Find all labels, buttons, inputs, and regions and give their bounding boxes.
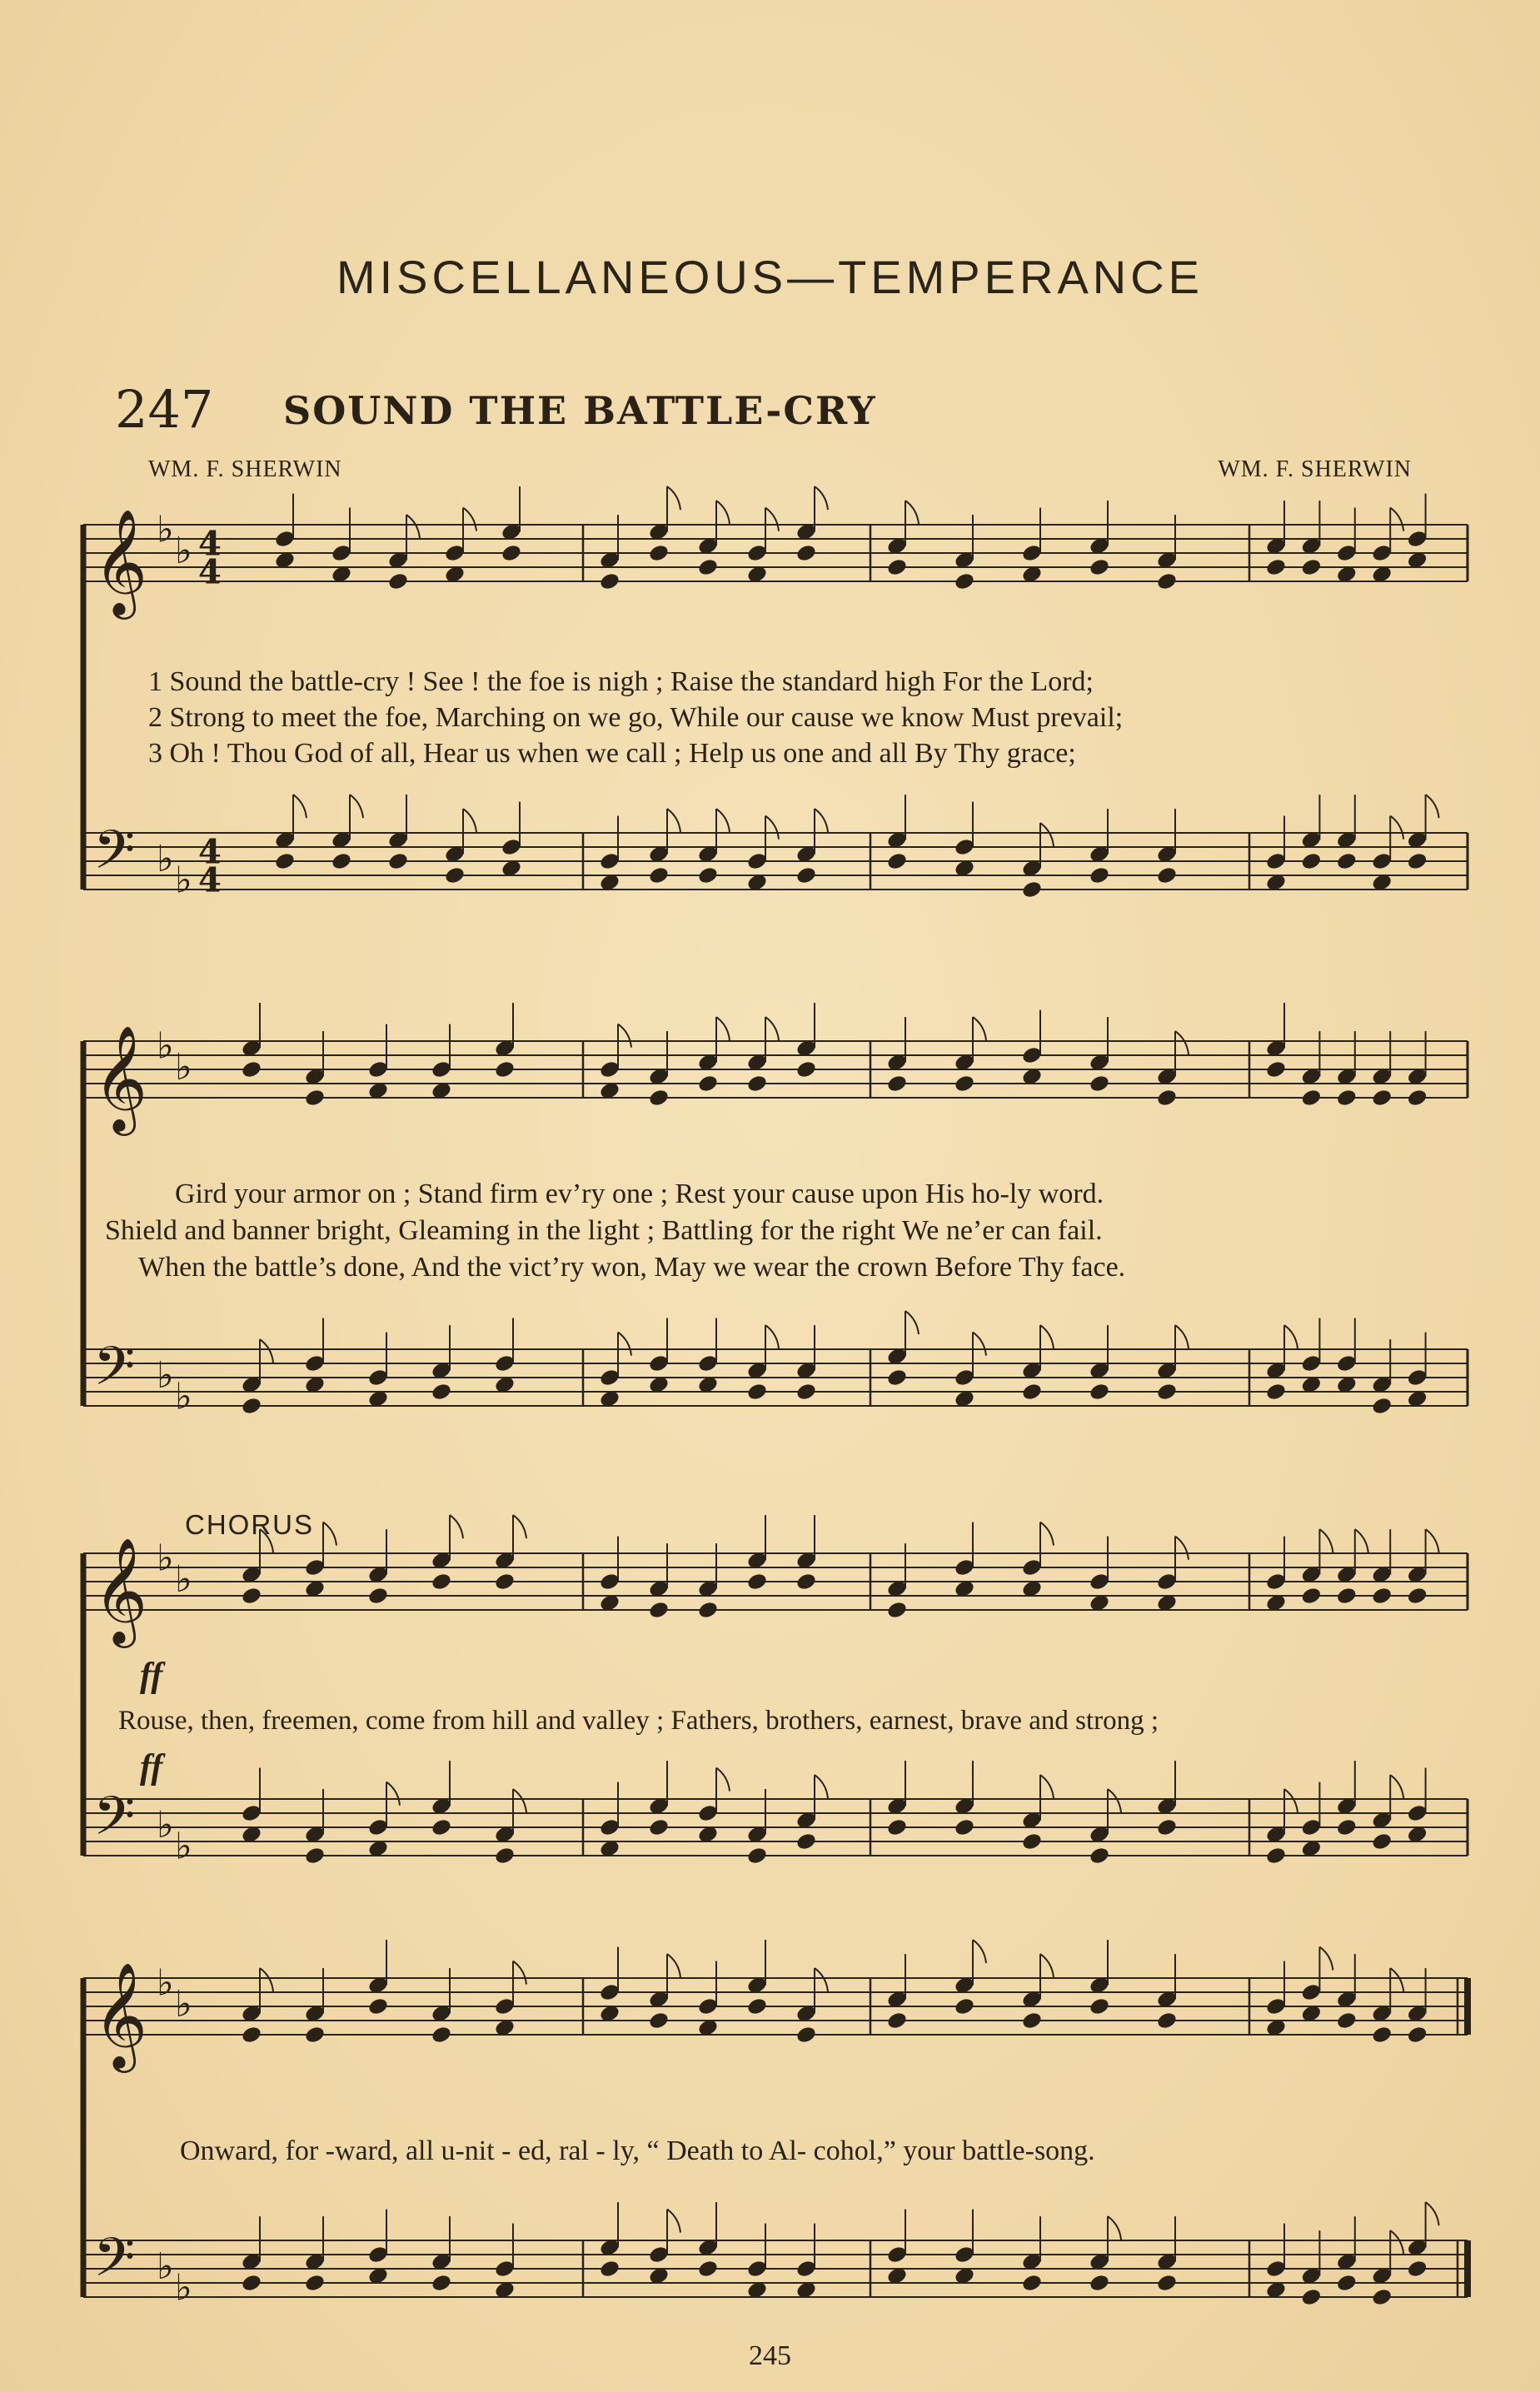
- svg-text:♭: ♭: [157, 838, 174, 880]
- svg-text:𝄢: 𝄢: [93, 1786, 136, 1861]
- svg-text:𝄢: 𝄢: [93, 2227, 136, 2302]
- chorus-line-1: Rouse, then, freemen, come from hill and valley ; Fathers, brothers, earnest, brave and strong ;: [118, 1706, 1159, 1736]
- svg-text:♭: ♭: [175, 2266, 192, 2310]
- verse-2-line-2: Shield and banner bright, Gleaming in the light ; Battling for the right We ne’er can fail.: [105, 1215, 1103, 1246]
- svg-text:♭: ♭: [157, 1537, 174, 1580]
- svg-text:𝄞: 𝄞: [93, 508, 148, 615]
- svg-text:♭: ♭: [157, 1354, 174, 1397]
- verse-1-line-2: Gird your armor on ; Stand firm ev’ry one ; Rest your cause upon His ho-ly word.: [175, 1179, 1104, 1209]
- treble-staff-4: [83, 1940, 1468, 2073]
- svg-text:𝄢: 𝄢: [93, 1336, 136, 1411]
- svg-text:♭: ♭: [157, 1804, 174, 1846]
- bass-staff-2: [83, 1311, 1468, 1418]
- svg-text:𝄞: 𝄞: [93, 1961, 148, 2068]
- svg-text:♭: ♭: [175, 1046, 192, 1089]
- bass-staff-1: [83, 795, 1468, 901]
- section-title: MISCELLANEOUS—TEMPERANCE: [336, 251, 1204, 303]
- svg-text:4: 4: [198, 832, 222, 872]
- svg-text:𝄞: 𝄞: [93, 1537, 148, 1643]
- bass-staff-4: [83, 2202, 1468, 2309]
- svg-text:4: 4: [198, 552, 222, 592]
- verse-1-line-1: 1 Sound the battle-cry ! See ! the foe is nigh ; Raise the standard high For the Lord;: [148, 666, 1094, 697]
- dynamic-marking-treble: ff: [140, 1657, 163, 1695]
- treble-staff-2: [83, 1003, 1468, 1136]
- verse-3-line-2: When the battle’s done, And the vict’ry won, May we wear the crown Before Thy face.: [138, 1252, 1126, 1283]
- chorus-line-2: Onward, for -ward, all u-nit - ed, ral - ly, “ Death to Al- cohol,” your battle-song.: [180, 2135, 1095, 2166]
- chorus-label: CHORUS: [185, 1509, 315, 1540]
- svg-text:♭: ♭: [175, 530, 192, 572]
- page-number: 245: [749, 2340, 791, 2371]
- hymn-title: SOUND THE BATTLE-CRY: [283, 388, 877, 433]
- svg-text:♭: ♭: [157, 1024, 174, 1068]
- svg-text:♭: ♭: [175, 1983, 192, 2026]
- svg-text:𝄞: 𝄞: [93, 1024, 148, 1131]
- bass-staff-3: [83, 1761, 1468, 1867]
- verse-2-line-1: 2 Strong to meet the foe, Marching on we go, While our cause we know Must prevail;: [148, 702, 1124, 733]
- svg-text:♭: ♭: [175, 1825, 192, 1868]
- svg-text:4: 4: [198, 860, 222, 900]
- words-credit: WM. F. SHERWIN: [148, 456, 342, 482]
- svg-text:♭: ♭: [175, 859, 192, 902]
- svg-text:♭: ♭: [175, 1375, 192, 1418]
- svg-text:𝄢: 𝄢: [93, 820, 136, 895]
- svg-text:♭: ♭: [157, 1961, 174, 2005]
- treble-staff-1: [83, 486, 1468, 620]
- svg-text:♭: ♭: [157, 508, 174, 551]
- verse-3-line-1: 3 Oh ! Thou God of all, Hear us when we call ; Help us one and all By Thy grace;: [148, 738, 1076, 769]
- hymn-number: 247: [115, 379, 214, 440]
- music-credit: WM. F. SHERWIN: [1218, 456, 1412, 482]
- svg-text:♭: ♭: [157, 2245, 174, 2288]
- svg-text:♭: ♭: [175, 1558, 192, 1601]
- svg-text:4: 4: [198, 524, 222, 564]
- dynamic-marking-bass: ff: [140, 1748, 163, 1787]
